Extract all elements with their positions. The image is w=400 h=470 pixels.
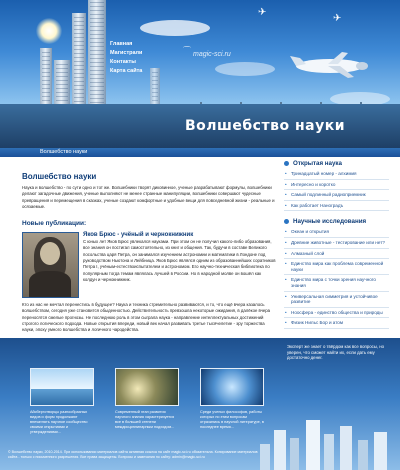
cloud [215, 62, 275, 76]
sidebar-item[interactable]: • Алмазный слой [284, 249, 389, 260]
building [150, 68, 160, 108]
portrait-coat [29, 271, 71, 297]
sidebar-section [284, 157, 389, 169]
sidebar-item[interactable]: • Интересно и коротко [284, 180, 389, 191]
sidebar-item[interactable]: • Самый подлинный радиоприемник [284, 190, 389, 201]
small-plane-icon: ✈ [258, 7, 267, 18]
airplane-icon [290, 48, 372, 82]
city-skyline-image [250, 410, 400, 470]
building [40, 48, 52, 108]
sidebar-section-title: Научные исследования [293, 217, 367, 225]
nav-sitemap[interactable]: Карта сайта [110, 68, 143, 74]
new-publications-heading: Новые публикации: [22, 220, 87, 228]
teaser-card[interactable] [30, 368, 94, 435]
sidebar-item[interactable]: • Как работает Наноградъ [284, 201, 389, 212]
intro-text: Наука и волшебство - по сути одно и тот же. Волшебники творят диковинное, ученые разрабатывают формулы, волшебники делают загадочные движения, ученые выполняют не менее странные манипуляции, волшебники совершают чудесные превращения и перемещения в сказках, ученые создают комфортные и удобные вещи для повседневной жизни - реальные и осязаемые. [22, 185, 275, 209]
publication [22, 232, 277, 298]
more-text: Кто из нас не мечтал перенестись в будущее? Наука и техника стремительно развиваются, и то, что ещё вчера казалось волшебством, сегодня уже становится обыденностью. Действительность превзошла некоторые ожидания, в далёкое вчера переносятся смелые прогнозы. Не последнюю роль в этом сыграла наука - направление интеллектуальных достижений строгого логического подхода. Новые открытия впереди, новый век начал развивать третье тысячелетие - эру торжества науки, эпоху умного волшебства и логичного чародейства. [22, 302, 271, 333]
building [72, 13, 86, 108]
sidebar-item[interactable]: • Физик Нильс Бор и атом [284, 318, 389, 329]
bottom-area [0, 338, 400, 470]
sidebar-item[interactable]: • Единство мира с точки зрения научного знания [284, 275, 389, 291]
sidebar [284, 155, 389, 329]
bullet-icon [284, 219, 289, 224]
sidebar-section-title: Открытая наука [293, 159, 342, 167]
building [54, 60, 70, 108]
sidebar-item[interactable]: • Древние животные - тестирование или нет? [284, 238, 389, 249]
teaser-image[interactable] [200, 368, 264, 406]
publication-title[interactable]: Яков Брюс - учёный и чернокнижник [83, 232, 194, 239]
cloud [140, 20, 210, 36]
footer-text: © Волшебство науки, 2010-2014. При использовании материалов сайта активная ссылка на сайт magic-sci.ru обязательна. Копирование материалов сайта - только с письменного разрешения. Все права защищены. Вопросы и замечания по сайту: admin@magic-sci.ru [8, 450, 258, 459]
top-nav [110, 40, 142, 76]
nav-home[interactable]: Главная [110, 41, 133, 47]
sun-glow [36, 18, 62, 44]
site-title[interactable]: Волшебство науки [185, 118, 346, 134]
page-title: Волшебство науки [22, 172, 97, 181]
sidebar-item[interactable]: • Единство мира как проблема современной науки [284, 259, 389, 275]
teaser-caption: Айсберготворцы разнообразных видов и форм продолжают впечатлять научное сообщество своими открытиями и утверждениями... [30, 410, 88, 434]
sidebar-item[interactable]: • Ноосфера - единство общества и природы [284, 308, 389, 319]
sidebar-item[interactable]: • Тринадцатый номер - алхимия [284, 169, 389, 180]
header-banner [0, 0, 400, 148]
watermark: magic-sci.ru [193, 51, 231, 58]
sidebar-item[interactable]: • Универсальная симметрия и устойчивое развитие [284, 292, 389, 308]
teaser-card[interactable] [115, 368, 179, 430]
sidebar-item[interactable]: • Океан и открытия [284, 227, 389, 238]
teaser-image[interactable] [115, 368, 179, 406]
breadcrumb[interactable]: Волшебство науки [40, 149, 88, 155]
bullet-icon [284, 161, 289, 166]
bird-icon: ⌒ [183, 46, 191, 55]
sidebar-section [284, 215, 389, 227]
building [88, 0, 106, 108]
teaser-caption: Современный этап развития научного знания характеризуется все в большей степени междисциплинарным подходом... [115, 410, 175, 429]
main-content [22, 163, 277, 334]
nav-highways[interactable]: Магистрали [110, 50, 143, 56]
publication-body [83, 232, 276, 283]
teaser-image[interactable] [30, 368, 94, 406]
quote-text: Эксперт же знает о твёрдом как все вопросы, но уверен, что сможет найти их, если дать ему достаточно денег. [287, 344, 385, 361]
portrait-image[interactable] [22, 232, 79, 298]
small-plane-icon: ✈ [333, 13, 342, 24]
teaser-caption: Среди ученых философов, работы которых по этим вопросам отразились в научной литературе, в последнее время... [200, 410, 264, 429]
nav-contacts[interactable]: Контакты [110, 59, 136, 65]
publication-text: С юных лет Яков Брюс увлекался науками. При этом он не получил какого-либо образования, все знания он постигал самостоятельно, из книг и общения. Так, будучи в составе Великого посольства царя Петра, он занимался изучением астрономии и математики в Лондоне под руководством Ньютона и Лейбница. Яков Брюс являлся одним из образованнейших соратников Петра I, учёным-естествоиспытателем и астрономом. Его научно-техническая библиотека по популярным тогда темам являлась лучшей в России. Но в народной молве он вошёл как колдун и чернокнижник. [83, 239, 276, 282]
